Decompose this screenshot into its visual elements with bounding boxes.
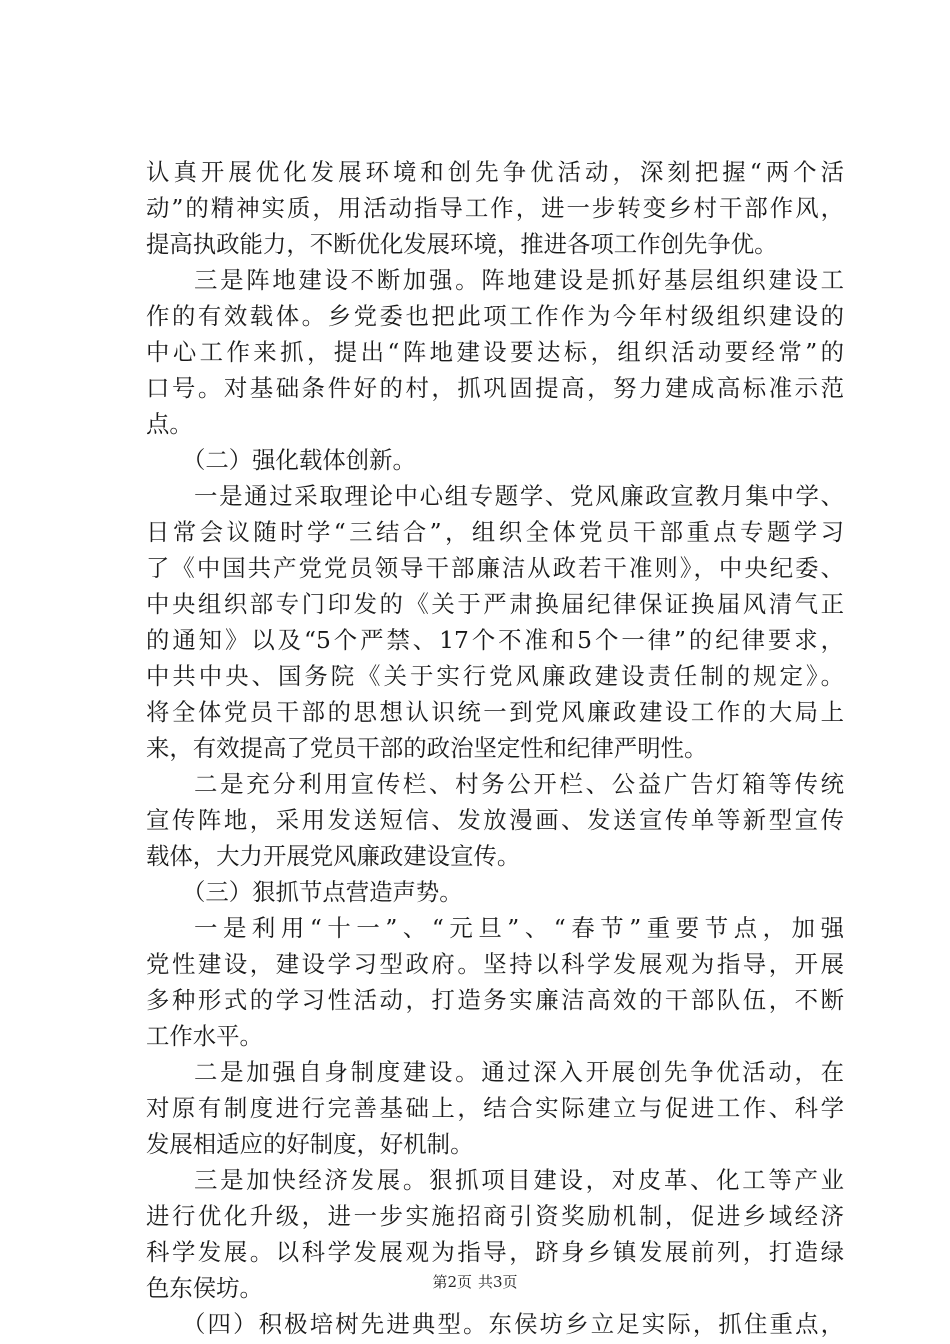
paragraph-start-line: 三是加快经济发展。狠抓项目建设，对皮革、化工等产业 <box>194 1166 844 1194</box>
text-line: 口号。对基础条件好的村，抓巩固提高，努力建成高标准示范 <box>146 374 844 402</box>
paragraph-start-line: 一是利用“十一”、“元旦”、“春节”重要节点，加强 <box>194 914 844 942</box>
text-line: 日常会议随时学“三结合”，组织全体党员干部重点专题学习 <box>146 518 844 546</box>
text-line: 对原有制度进行完善基础上，结合实际建立与促进工作、科学 <box>146 1094 844 1122</box>
text-line: 将全体党员干部的思想认识统一到党风廉政建设工作的大局上 <box>146 698 844 726</box>
text-line: 党性建设，建设学习型政府。坚持以科学发展观为指导，开展 <box>146 950 844 978</box>
section-heading: （四）积极培树先进典型。东侯坊乡立足实际，抓住重点， <box>182 1310 844 1338</box>
section-heading: （三）狠抓节点营造声势。 <box>182 878 463 906</box>
text-line: 进行优化升级，进一步实施招商引资奖励机制，促进乡域经济 <box>146 1202 844 1230</box>
text-line: 的通知》以及“5个严禁、17个不准和5个一律”的纪律要求， <box>146 626 844 654</box>
text-line: 了《中国共产党党员领导干部廉洁从政若干准则》，中央纪委、 <box>146 554 844 582</box>
text-line: 载体，大力开展党风廉政建设宣传。 <box>146 842 521 870</box>
text-line: 中央组织部专门印发的《关于严肃换届纪律保证换届风清气正 <box>146 590 844 618</box>
paragraph-start-line: 二是充分利用宣传栏、村务公开栏、公益广告灯箱等传统 <box>194 770 844 798</box>
page-total: 共3页 <box>478 1273 518 1291</box>
text-line: 色东侯坊。 <box>146 1274 263 1302</box>
text-line: 科学发展。以科学发展观为指导，跻身乡镇发展前列，打造绿 <box>146 1238 844 1266</box>
paragraph-start-line: 二是加强自身制度建设。通过深入开展创先争优活动，在 <box>194 1058 844 1086</box>
section-heading: （二）强化载体创新。 <box>182 446 416 474</box>
text-line: 宣传阵地，采用发送短信、发放漫画、发送宣传单等新型宣传 <box>146 806 844 834</box>
text-line: 作的有效载体。乡党委也把此项工作作为今年村级组织建设的 <box>146 302 844 330</box>
page-footer <box>0 1272 950 1292</box>
text-line: 多种形式的学习性活动，打造务实廉洁高效的干部队伍，不断 <box>146 986 844 1014</box>
text-line: 点。 <box>146 410 193 438</box>
text-line: 认真开展优化发展环境和创先争优活动，深刻把握“两个活 <box>146 158 844 186</box>
text-line: 来，有效提高了党员干部的政治坚定性和纪律严明性。 <box>146 734 708 762</box>
text-line: 工作水平。 <box>146 1022 263 1050</box>
page-number: 第2页 <box>432 1273 472 1291</box>
text-line: 动”的精神实质，用活动指导工作，进一步转变乡村干部作风， <box>146 194 844 222</box>
text-line: 中共中央、国务院《关于实行党风廉政建设责任制的规定》。 <box>146 662 844 690</box>
text-line: 发展相适应的好制度，好机制。 <box>146 1130 474 1158</box>
paragraph-start-line: 三是阵地建设不断加强。阵地建设是抓好基层组织建设工 <box>194 266 844 294</box>
paragraph-start-line: 一是通过采取理论中心组专题学、党风廉政宣教月集中学、 <box>194 482 844 510</box>
text-line: 中心工作来抓，提出“阵地建设要达标，组织活动要经常”的 <box>146 338 844 366</box>
document-body <box>146 154 844 1342</box>
text-line: 提高执政能力，不断优化发展环境，推进各项工作创先争优。 <box>146 230 778 258</box>
